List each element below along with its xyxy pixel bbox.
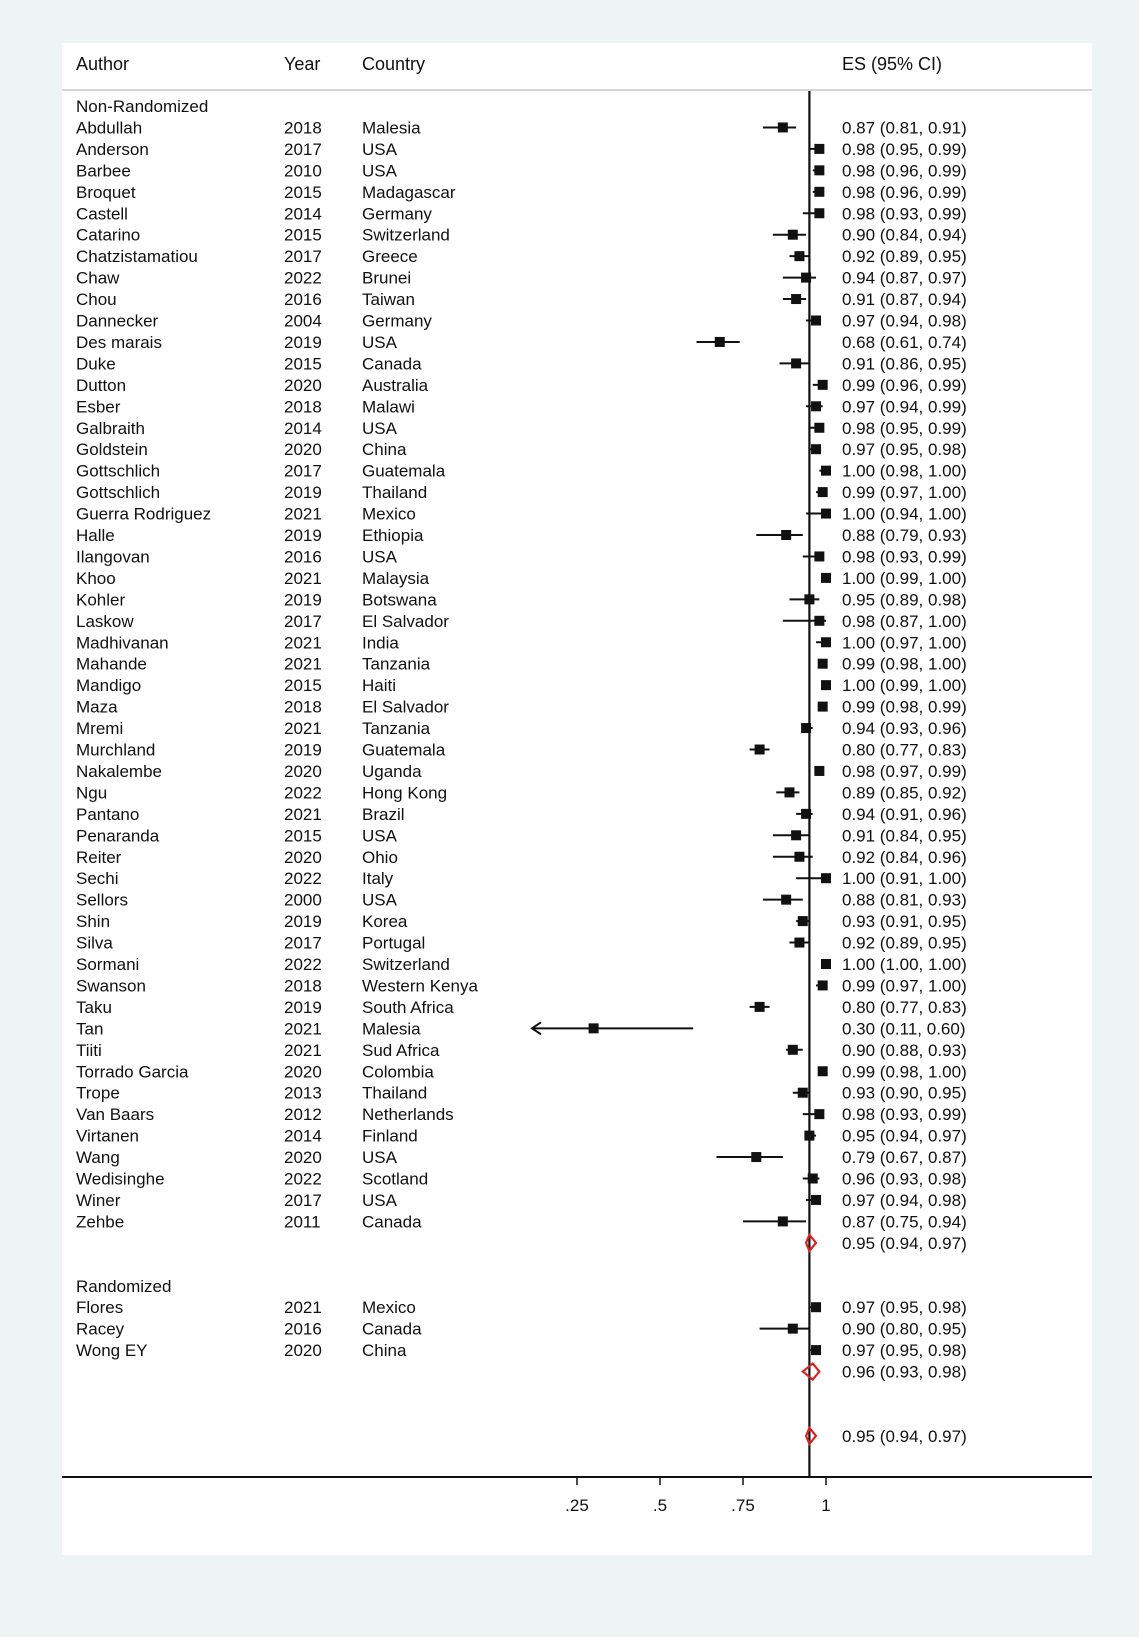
study-country: Thailand [362,483,428,503]
study-es-label: 0.90 (0.84, 0.94) [842,225,967,245]
study-country: Colombia [362,1062,434,1082]
study-author: Winer [76,1190,121,1210]
study-author: Guerra Rodriguez [76,504,212,524]
study-es-label: 0.98 (0.87, 1.00) [842,611,967,631]
effect-marker [791,830,801,840]
study-author: Taku [76,997,112,1017]
study-author: Goldstein [76,440,148,460]
study-author: Wedisinghe [76,1169,165,1189]
study-author: Galbraith [76,418,145,438]
study-year: 2016 [284,547,322,567]
effect-marker [821,466,831,476]
study-author: Sormani [76,955,140,974]
study-year: 2015 [284,826,322,846]
study-year: 2021 [284,633,322,653]
effect-marker [821,509,831,519]
study-author: Abdullah [76,118,143,138]
study-country: El Salvador [362,611,449,631]
study-es-label: 0.91 (0.87, 0.94) [842,290,967,310]
study-es-label: 0.97 (0.94, 0.98) [842,1190,967,1210]
study-year: 2020 [284,375,322,395]
effect-marker [818,980,828,990]
effect-marker [814,766,824,776]
subtotal-diamond [803,1364,820,1380]
study-year: 2019 [284,997,322,1017]
study-es-label: 0.80 (0.77, 0.83) [842,997,967,1017]
study-es-label: 0.98 (0.95, 0.99) [842,139,967,159]
effect-marker [791,294,801,304]
study-country: El Salvador [362,697,449,717]
study-country: Taiwan [362,290,415,310]
header-author: Author [76,54,130,74]
study-author: Broquet [76,182,136,202]
effect-marker [811,401,821,411]
study-author: Laskow [76,611,134,631]
study-author: Reiter [76,847,122,867]
effect-marker [801,723,811,733]
study-es-label: 0.68 (0.61, 0.74) [842,332,967,352]
study-year: 2015 [284,182,322,202]
effect-marker [814,1109,824,1119]
effect-marker [814,208,824,218]
study-country: Brazil [362,804,405,824]
study-country: Switzerland [362,225,450,245]
effect-marker [804,594,814,604]
effect-marker [811,1195,821,1205]
effect-marker [821,959,831,969]
study-author: Chatzistamatiou [76,247,198,267]
study-country: South Africa [362,997,454,1017]
study-author: Silva [76,933,113,953]
study-author: Madhivanan [76,633,169,653]
x-axis-ticks [565,1477,831,1515]
effect-marker [811,316,821,326]
effect-marker [821,873,831,883]
forest-plot-panel [62,43,1092,1555]
study-year: 2019 [284,740,322,760]
study-author: Nakalembe [76,761,162,781]
effect-marker [778,122,788,132]
study-country: Guatemala [362,461,446,481]
study-es-label: 0.97 (0.94, 0.99) [842,397,967,417]
study-year: 2022 [284,268,322,288]
study-year: 2019 [284,590,322,610]
study-country: USA [362,1148,397,1168]
study-es-label: 0.92 (0.89, 0.95) [842,933,967,953]
study-year: 2015 [284,354,322,374]
study-year: 2021 [284,654,322,674]
group-label: Non-Randomized [76,97,209,116]
study-year: 2021 [284,804,322,824]
study-author: Murchland [76,740,156,760]
study-author: Flores [76,1298,124,1318]
study-country: Australia [362,375,429,395]
study-year: 2020 [284,1341,322,1361]
study-es-label: 0.98 (0.95, 0.99) [842,418,967,438]
study-author: Dannecker [76,311,159,331]
effect-marker [781,530,791,540]
study-year: 2018 [284,697,322,717]
study-es-label: 1.00 (0.97, 1.00) [842,633,967,653]
study-country: Hong Kong [362,783,448,803]
effect-marker [794,852,804,862]
study-es-label: 0.98 (0.93, 0.99) [842,1105,967,1125]
study-year: 2012 [284,1105,322,1125]
study-es-label: 0.98 (0.96, 0.99) [842,182,967,202]
study-country: USA [362,890,397,910]
study-author: Castell [76,204,128,224]
study-author: Pantano [76,804,140,824]
study-year: 2022 [284,955,322,974]
study-country: Finland [362,1126,418,1146]
study-country: Malawi [362,397,415,417]
study-year: 2014 [284,418,322,438]
header-country: Country [362,54,426,74]
study-year: 2017 [284,461,322,481]
study-year: 2017 [284,1190,322,1210]
study-year: 2021 [284,504,322,524]
study-country: Uganda [362,761,422,781]
effect-marker [818,487,828,497]
study-year: 2021 [284,1298,322,1318]
study-es-label: 0.95 (0.89, 0.98) [842,590,967,610]
x-tick-label: .25 [565,1496,589,1515]
effect-marker [814,144,824,154]
study-country: USA [362,139,397,159]
effect-marker [781,895,791,905]
subtotal-es-label: 0.96 (0.93, 0.98) [842,1362,967,1382]
study-country: USA [362,161,397,181]
study-year: 2015 [284,676,322,696]
study-es-label: 0.99 (0.98, 1.00) [842,654,967,674]
study-author: Duke [76,354,116,374]
study-year: 2016 [284,290,322,310]
study-year: 2014 [284,1126,322,1146]
study-country: Portugal [362,933,426,953]
study-author: Ilangovan [76,547,150,567]
effect-marker [811,1345,821,1355]
study-year: 2019 [284,912,322,932]
overall-diamond [806,1428,816,1444]
study-year: 2019 [284,332,322,352]
effect-marker [589,1023,599,1033]
plot-marks [532,91,831,1477]
study-author: Shin [76,912,111,932]
group-label: Randomized [76,1276,172,1296]
study-year: 2017 [284,933,322,953]
study-country: Mexico [362,1298,416,1318]
x-tick-label: 1 [821,1496,831,1515]
study-es-label: 0.87 (0.81, 0.91) [842,118,967,138]
effect-marker [814,551,824,561]
effect-marker [801,273,811,283]
study-author: Mahande [76,654,147,674]
study-year: 2019 [284,526,322,545]
study-es-label: 0.91 (0.86, 0.95) [842,354,967,374]
study-author: Esber [76,397,121,417]
study-es-label: 0.79 (0.67, 0.87) [842,1148,967,1168]
study-es-label: 0.94 (0.93, 0.96) [842,719,967,739]
effect-marker [778,1216,788,1226]
effect-marker [794,938,804,948]
study-author: Racey [76,1319,125,1339]
study-country: Malesia [362,118,421,138]
study-es-label: 0.98 (0.93, 0.99) [842,547,967,567]
study-year: 2018 [284,118,322,138]
study-country: Brunei [362,268,412,288]
study-author: Sellors [76,890,128,910]
study-author: Gottschlich [76,461,161,481]
study-author: Wong EY [76,1341,148,1361]
study-author: Ngu [76,783,108,803]
study-es-label: 0.80 (0.77, 0.83) [842,740,967,760]
study-es-label: 0.30 (0.11, 0.60) [842,1019,966,1039]
study-es-label: 0.98 (0.93, 0.99) [842,204,967,224]
study-es-label: 0.96 (0.93, 0.98) [842,1169,967,1189]
study-es-label: 0.90 (0.88, 0.93) [842,1040,967,1060]
study-country: Mexico [362,504,416,524]
study-es-label: 0.95 (0.94, 0.97) [842,1126,967,1146]
study-es-label: 0.90 (0.80, 0.95) [842,1319,967,1339]
study-author: Des marais [76,332,162,352]
effect-marker [821,573,831,583]
study-country: Ethiopia [362,526,424,545]
study-country: Germany [362,204,432,224]
study-year: 2010 [284,161,322,181]
effect-marker [798,916,808,926]
study-year: 2018 [284,397,322,417]
study-es-label: 0.99 (0.97, 1.00) [842,976,967,996]
study-es-label: 0.93 (0.91, 0.95) [842,912,967,932]
study-year: 2011 [284,1212,321,1232]
study-country: Botswana [362,590,437,610]
study-year: 2022 [284,869,322,889]
study-author: Khoo [76,568,116,588]
study-country: Madagascar [362,182,456,202]
header-year: Year [284,54,321,74]
study-author: Trope [76,1083,120,1103]
x-tick-label: .5 [652,1496,668,1515]
study-author: Chaw [76,268,120,288]
study-es-label: 0.97 (0.95, 0.98) [842,1298,967,1318]
study-country: Ohio [362,847,398,867]
study-es-label: 0.99 (0.96, 0.99) [842,375,967,395]
effect-marker [821,680,831,690]
study-author: Anderson [76,139,149,159]
study-es-label: 0.91 (0.84, 0.95) [842,826,967,846]
effect-marker [788,1324,798,1334]
effect-marker [794,251,804,261]
study-author: Gottschlich [76,483,161,503]
study-year: 2017 [284,139,322,159]
subtotal-es-label: 0.95 (0.94, 0.97) [842,1233,967,1253]
subtotal-diamond [806,1235,816,1251]
study-country: Guatemala [362,740,446,760]
study-author: Swanson [76,976,146,996]
study-author: Chou [76,290,117,310]
forest-plot [62,43,1092,1555]
effect-marker [811,444,821,454]
effect-marker [788,230,798,240]
effect-marker [814,423,824,433]
study-author: Kohler [76,590,126,610]
study-country: Malesia [362,1019,421,1039]
study-country: Canada [362,354,422,374]
study-es-label: 0.94 (0.87, 0.97) [842,268,967,288]
study-es-label: 1.00 (0.99, 1.00) [842,676,967,696]
effect-marker [814,165,824,175]
study-country: China [362,1341,407,1361]
study-author: Mandigo [76,676,142,696]
study-author: Maza [76,697,118,717]
study-year: 2015 [284,225,322,245]
study-year: 2019 [284,483,322,503]
effect-marker [755,745,765,755]
study-country: Sud Africa [362,1040,440,1060]
study-author: Halle [76,526,115,545]
study-es-label: 0.99 (0.97, 1.00) [842,483,967,503]
study-author: Van Baars [76,1105,155,1125]
study-es-label: 0.92 (0.89, 0.95) [842,247,967,267]
study-country: Greece [362,247,418,267]
study-rows [76,97,967,1446]
effect-marker [821,637,831,647]
study-es-label: 0.92 (0.84, 0.96) [842,847,967,867]
x-tick-label: .75 [731,1496,755,1515]
effect-marker [814,616,824,626]
study-year: 2013 [284,1083,322,1103]
study-year: 2000 [284,890,322,910]
study-es-label: 0.97 (0.95, 0.98) [842,1341,967,1361]
study-es-label: 0.99 (0.98, 0.99) [842,697,967,717]
study-country: USA [362,332,397,352]
study-author: Virtanen [76,1126,140,1146]
study-year: 2017 [284,247,322,267]
study-es-label: 0.97 (0.95, 0.98) [842,440,967,460]
effect-marker [784,787,794,797]
study-year: 2018 [284,976,322,996]
study-author: Dutton [76,375,127,395]
study-es-label: 1.00 (1.00, 1.00) [842,955,967,974]
study-country: Canada [362,1212,422,1232]
study-country: Western Kenya [362,976,478,996]
study-year: 2020 [284,1062,322,1082]
study-year: 2020 [284,440,322,460]
study-es-label: 0.93 (0.90, 0.95) [842,1083,967,1103]
study-country: India [362,633,399,653]
study-country: Italy [362,869,394,889]
effect-marker [818,380,828,390]
study-author: Zehbe [76,1212,125,1232]
study-country: USA [362,826,397,846]
effect-marker [804,1131,814,1141]
study-country: China [362,440,407,460]
header-es: ES (95% CI) [842,54,943,74]
effect-marker [814,187,824,197]
effect-marker [811,1302,821,1312]
study-es-label: 0.87 (0.75, 0.94) [842,1212,967,1232]
study-country: Malaysia [362,568,430,588]
study-year: 2020 [284,1148,322,1168]
study-es-label: 0.97 (0.94, 0.98) [842,311,967,331]
study-es-label: 0.98 (0.96, 0.99) [842,161,967,181]
study-year: 2020 [284,847,322,867]
study-country: USA [362,418,397,438]
study-country: Canada [362,1319,422,1339]
study-country: Tanzania [362,654,431,674]
effect-marker [788,1045,798,1055]
effect-marker [818,1066,828,1076]
study-es-label: 1.00 (0.91, 1.00) [842,869,967,889]
study-es-label: 0.98 (0.97, 0.99) [842,761,967,781]
study-author: Mremi [76,719,124,739]
effect-marker [801,809,811,819]
effect-marker [818,702,828,712]
study-year: 2017 [284,611,322,631]
study-es-label: 0.94 (0.91, 0.96) [842,804,967,824]
study-country: Switzerland [362,955,450,974]
study-year: 2020 [284,761,322,781]
study-author: Catarino [76,225,141,245]
effect-marker [808,1174,818,1184]
study-year: 2022 [284,1169,322,1189]
study-country: USA [362,1190,397,1210]
study-year: 2021 [284,1019,322,1039]
study-country: Tanzania [362,719,431,739]
study-year: 2014 [284,204,322,224]
study-year: 2004 [284,311,322,331]
effect-marker [751,1152,761,1162]
study-year: 2021 [284,719,322,739]
effect-marker [818,659,828,669]
study-es-label: 1.00 (0.99, 1.00) [842,568,967,588]
study-year: 2021 [284,568,322,588]
overall-es-label: 0.95 (0.94, 0.97) [842,1426,967,1446]
study-author: Tan [76,1019,104,1039]
study-es-label: 0.88 (0.81, 0.93) [842,890,967,910]
study-country: USA [362,547,397,567]
study-country: Korea [362,912,408,932]
effect-marker [791,358,801,368]
study-year: 2022 [284,783,322,803]
study-es-label: 0.99 (0.98, 1.00) [842,1062,967,1082]
study-year: 2016 [284,1319,322,1339]
study-es-label: 0.89 (0.85, 0.92) [842,783,967,803]
effect-marker [715,337,725,347]
header-row [76,54,942,74]
study-author: Barbee [76,161,131,181]
study-country: Germany [362,311,432,331]
study-author: Sechi [76,869,119,889]
study-es-label: 1.00 (0.94, 1.00) [842,504,967,524]
study-author: Wang [76,1148,120,1168]
effect-marker [798,1088,808,1098]
study-author: Torrado Garcia [76,1062,189,1082]
study-country: Haiti [362,676,397,696]
effect-marker [755,1002,765,1012]
study-author: Tiiti [76,1040,102,1060]
study-es-label: 1.00 (0.98, 1.00) [842,461,967,481]
study-year: 2021 [284,1040,322,1060]
study-country: Thailand [362,1083,428,1103]
study-country: Scotland [362,1169,429,1189]
study-country: Netherlands [362,1105,454,1125]
study-es-label: 0.88 (0.79, 0.93) [842,526,967,545]
study-author: Penaranda [76,826,160,846]
